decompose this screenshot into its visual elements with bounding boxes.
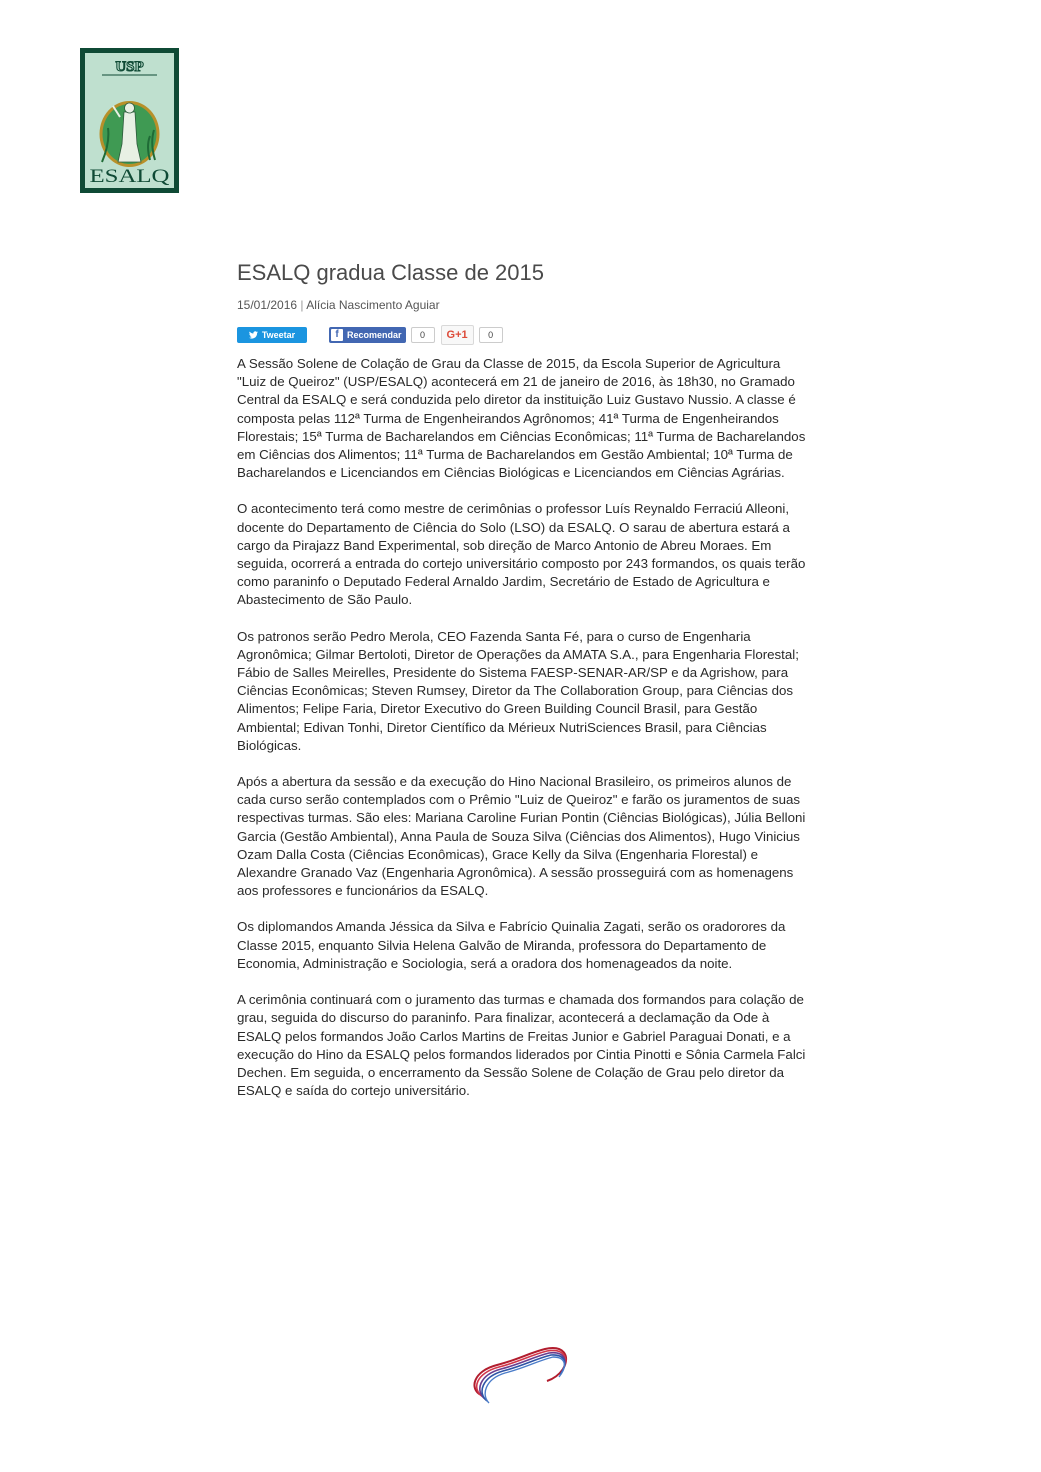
facebook-icon: f [331,329,343,341]
paragraph: A cerimônia continuará com o juramento das turmas e chamada dos formandos para colação de grau, seguida do discurso do paraninfo. Para finalizar, acontecerá a declamação da Ode à ESALQ pelos formandos João Carlos Martins de Freitas Junior e Gabriel Paraguai Donati, e a execução do Hino da ESALQ pelos formandos liderados por Cintia Pinotti e Sônia Carmela Falci Dechen. Em seguida, o encerramento da Sessão Solene de Colação de Grau pelo diretor da ESALQ e saída do cortejo universitário. [237,992,806,1099]
meta-separator: | [300,298,304,312]
paragraph: Os patronos serão Pedro Merola, CEO Fazenda Santa Fé, para o curso de Engenharia Agronômica; Gilmar Bertoloti, Diretor de Operações da AMATA S.A., para Engenharia Florestal; Fábio de Salles Meirelles, Presidente do Sistema FAESP-SENAR-AR/SP e da Agrishow, para Ciências Econômicas; Steven Rumsey, Diretor da The Collaboration Group, para Ciências dos Alimentos; Felipe Faria, Diretor Executivo do Green Building Council Brasil, para Gestão Ambiental; Edivan Tonhi, Diretor Científico da Mérieux NutriSciences Brasil, para Ciências Biológicas. [237,628,799,753]
article-author: Alícia Nascimento Aguiar [306,298,440,312]
esalq-logo [80,48,179,193]
paragraph: Os diplomandos Amanda Jéssica da Silva e Fabrício Quinalia Zagati, serão os oradorores da Classe 2015, enquanto Silvia Helena Galvão de Miranda, professora do Departamento de Economia, Administração e Sociologia, será a oradora dos homenageados da noite. [237,919,786,971]
article [237,258,809,1118]
article-meta [237,297,809,313]
article-title: ESALQ gradua Classe de 2015 [237,260,544,285]
footer-ribbon-logo [467,1343,573,1407]
tweet-button[interactable] [237,327,307,343]
gplus-button[interactable]: G+1 [441,325,474,345]
share-bar [237,325,809,345]
facebook-recommend-button[interactable] [329,327,406,343]
article-date: 15/01/2016 [237,298,298,312]
gplus-count: 0 [479,327,503,343]
tweet-label: Tweetar [261,330,296,340]
paragraph: Após a abertura da sessão e da execução do Hino Nacional Brasileiro, os primeiros alunos de cada curso serão contemplados com o Prêmio "Luiz de Queiroz" e farão os juramentos de suas respectivas turmas. São eles: Mariana Caroline Furian Pontin (Ciências Biológicas), Júlia Belloni Garcia (Gestão Ambiental), Anna Paula de Souza Silva (Ciências dos Alimentos), Hugo Vinicius Ozam Dalla Costa (Ciências Econômicas), Grace Kelly da Silva (Engenharia Florestal) e Alexandre Granado Vaz (Engenharia Agronômica). A sessão prosseguirá com as homenagens aos professores e funcionários da ESALQ. [237,774,806,899]
paragraph: A Sessão Solene de Colação de Grau da Classe de 2015, da Escola Superior de Agricultura "Luiz de Queiroz" (USP/ESALQ) acontecerá em 21 de janeiro de 2016, às 18h30, no Gramado Central da ESALQ e será conduzida pelo diretor da instituição Luiz Gustavo Nussio. A classe é composta pelas 112ª Turma de Engenheirandos Agrônomos; 41ª Turma de Engenheirandos Florestais; 15ª Turma de Bacharelandos em Ciências Econômicas; 11ª Turma de Bacharelandos em Ciências dos Alimentos; 11ª Turma de Bacharelandos em Gestão Ambiental; 10ª Turma de Bacharelandos e Licenciandos em Ciências Biológicas e Licenciandos em Ciências Agrárias. [237,356,806,481]
facebook-label: Recomendar [347,330,402,340]
logo-esalq-text: ESALQ [89,166,170,187]
twitter-bird-icon [249,331,258,339]
logo-usp-text: USP [115,59,144,75]
article-body [237,355,809,1100]
facebook-count: 0 [411,327,435,343]
paragraph: O acontecimento terá como mestre de cerimônias o professor Luís Reynaldo Ferraciú Alleoni, docente do Departamento de Ciência do Solo (LSO) da ESALQ. O sarau de abertura estará a cargo da Pirajazz Band Experimental, sob direção de Marco Antonio de Abreu Moraes. Em seguida, ocorrerá a entrada do cortejo universitário composto por 243 formandos, os quais terão como paraninfo o Deputado Federal Arnaldo Jardim, Secretário de Estado de Agricultura e Abastecimento de São Paulo. [237,501,806,608]
